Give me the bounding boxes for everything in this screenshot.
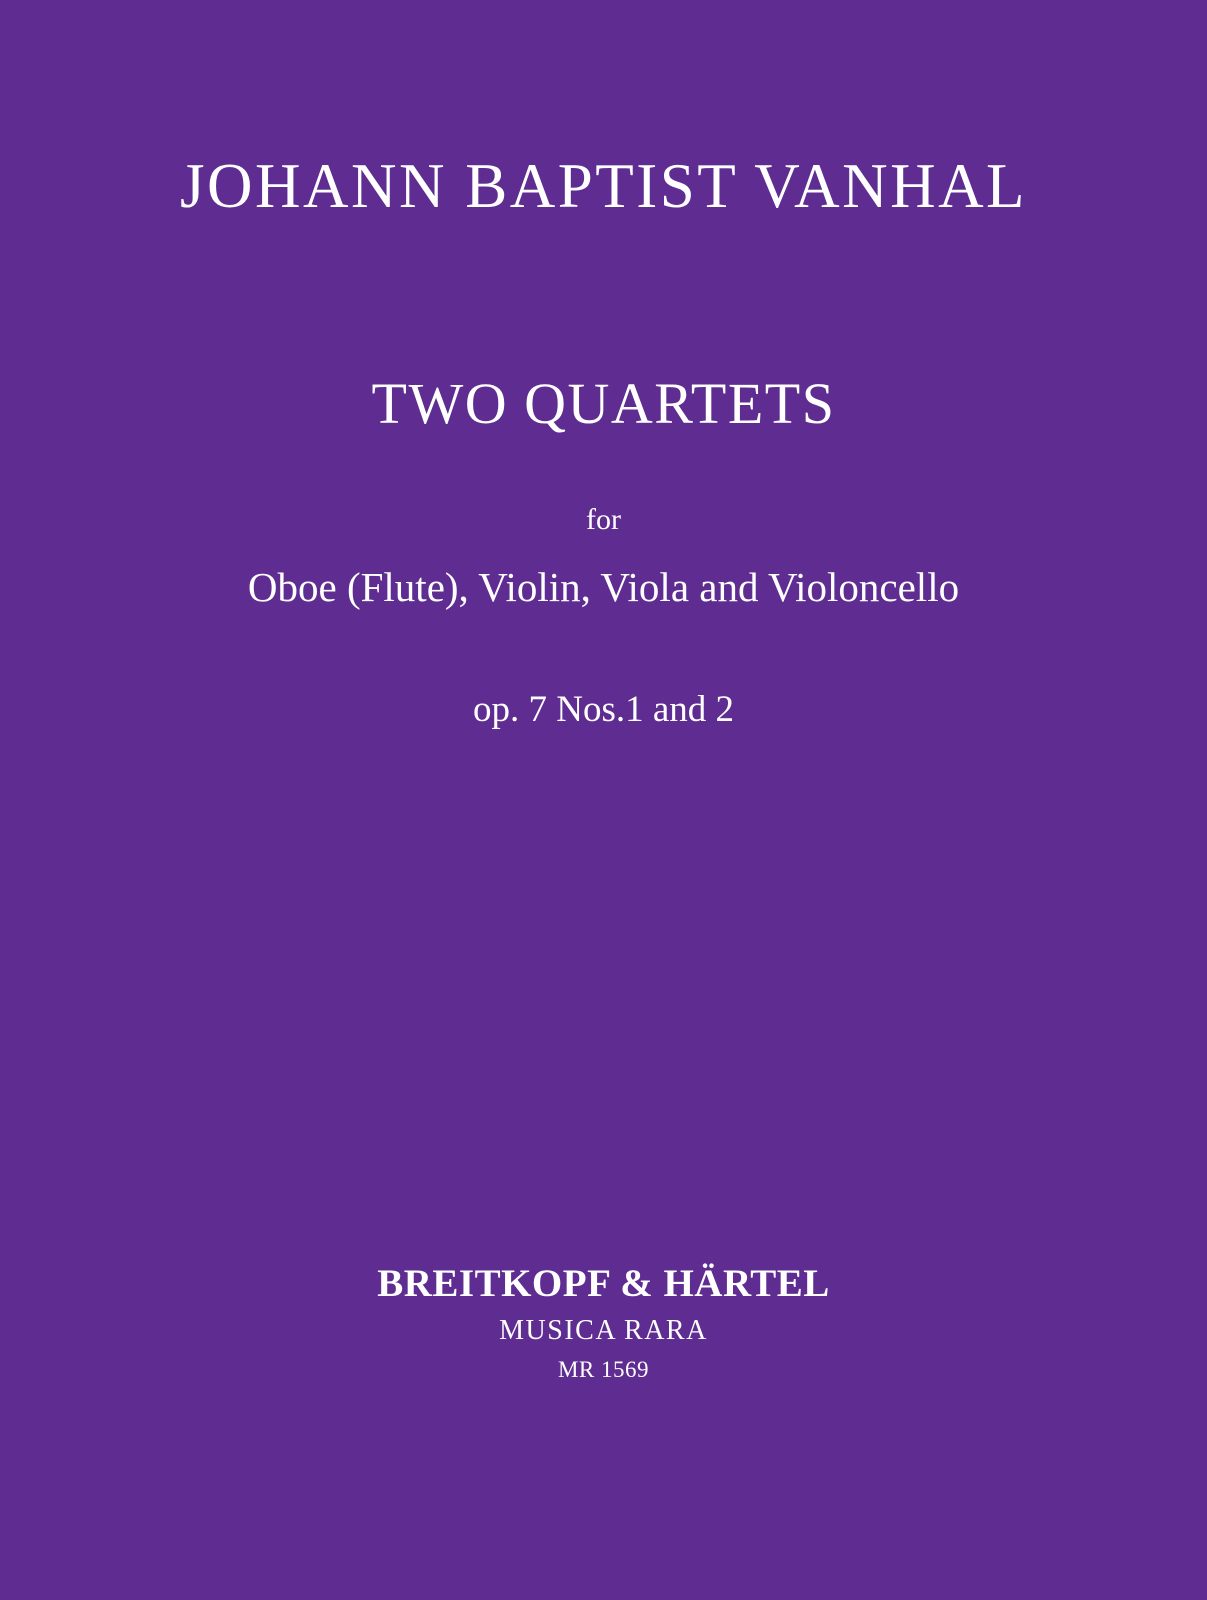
- plate-number: MR 1569: [557, 1357, 650, 1383]
- instrumentation-line: Oboe (Flute), Violin, Viola and Violoncello: [247, 564, 960, 610]
- composer-name: JOHANN BAPTIST VANHAL: [179, 151, 1028, 221]
- imprint-name: MUSICA RARA: [499, 1314, 708, 1346]
- publisher-name: BREITKOPF & HÄRTEL: [377, 1262, 830, 1305]
- opus-number: op. 7 Nos.1 and 2: [472, 689, 735, 730]
- work-title: TWO QUARTETS: [371, 371, 836, 436]
- publisher-block: [0, 1262, 1207, 1383]
- for-label: for: [586, 503, 621, 536]
